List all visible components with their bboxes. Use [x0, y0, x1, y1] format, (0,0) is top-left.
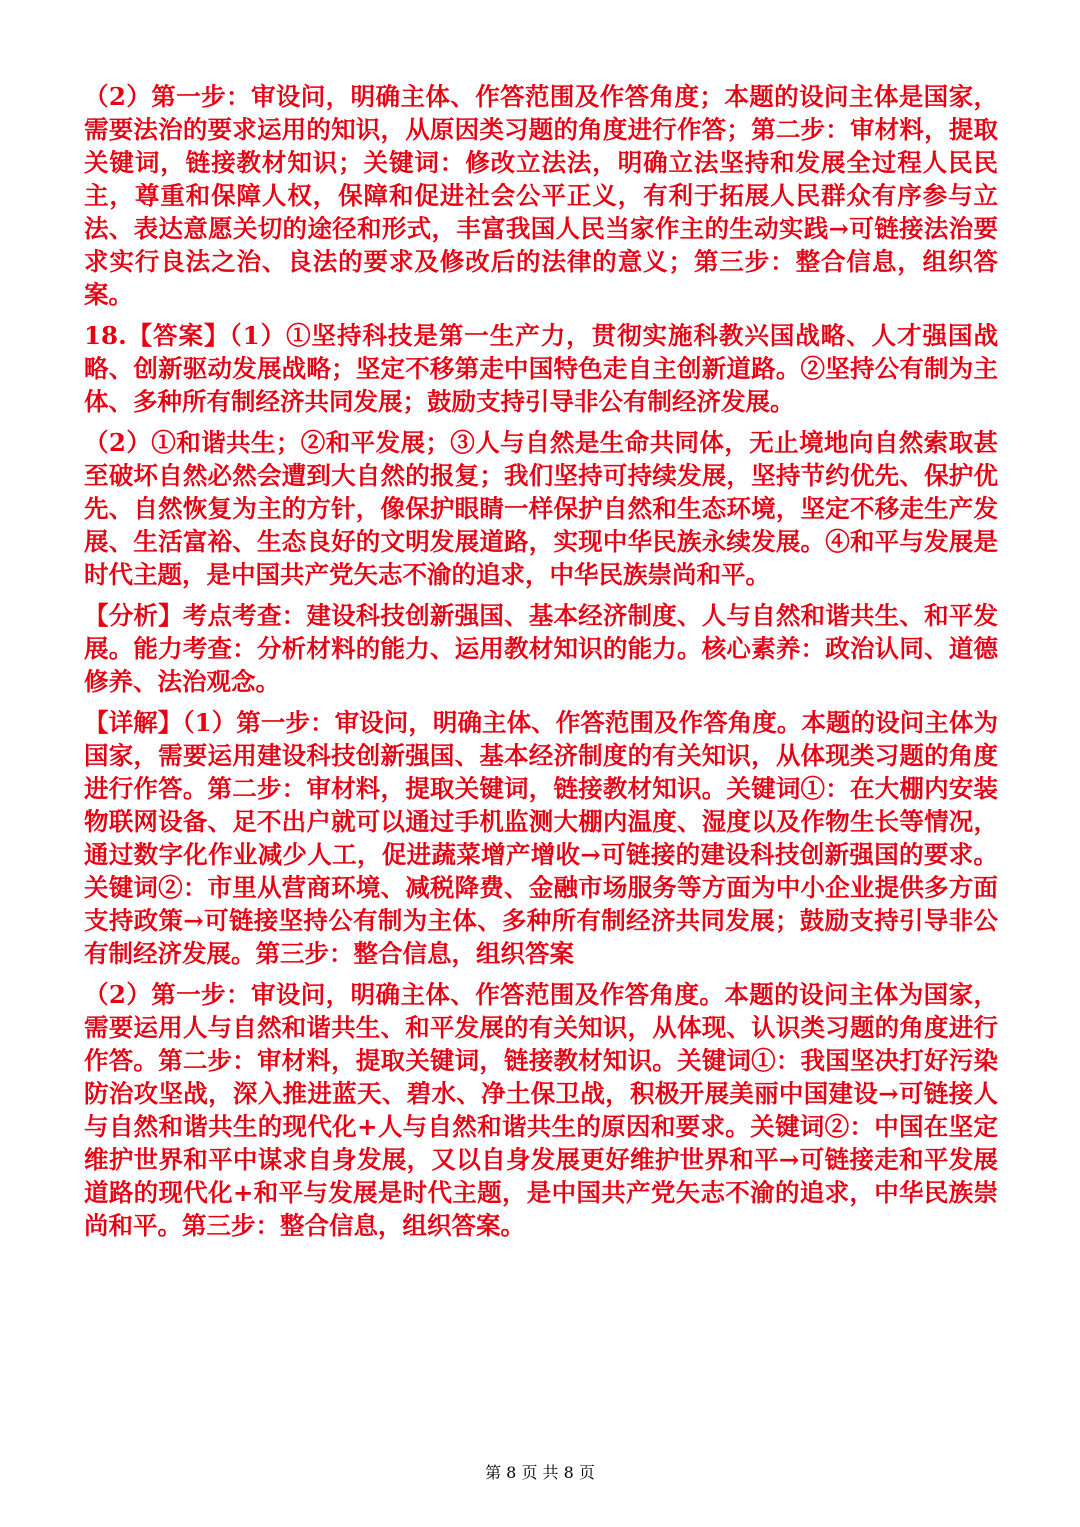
- paragraph-q18-answer-part1: 18.【答案】（1）①坚持科技是第一生产力，贯彻实施科教兴国战略、人才强国战略、创新驱动发展战略；坚定不移第走中国特色走自主创新道路。②坚持公有制为主体、多种所有制经济共同发展；鼓励支持引导非公有制经济发展。: [84, 321, 998, 416]
- page-number-footer: 第 8 页 共 8 页: [485, 1463, 595, 1482]
- document-body: [84, 80, 998, 1250]
- paragraph-q17-part2-explanation: （2）第一步：审设问，明确主体、作答范围及作答角度；本题的设问主体是国家，需要法治的要求运用的知识，从原因类习题的角度进行作答；第二步：审材料，提取关键词，链接教材知识；关键词：修改立法法，明确立法坚持和发展全过程人民民主，尊重和保障人权，保障和促进社会公平正义，有利于拓展人民群众有序参与立法、表达意愿关切的途径和形式，丰富我国人民当家作主的生动实践→可链接法治要求实行良法之治、良法的要求及修改后的法律的意义；第三步：整合信息，组织答案。: [84, 82, 998, 309]
- paragraph-q18-detail-part2: （2）第一步：审设问，明确主体、作答范围及作答角度。本题的设问主体为国家，需要运用人与自然和谐共生、和平发展的有关知识，从体现、认识类习题的角度进行作答。第二步：审材料，提取关键词，链接教材知识。关键词①：我国坚决打好污染防治攻坚战，深入推进蓝天、碧水、净土保卫战，积极开展美丽中国建设→可链接人与自然和谐共生的现代化+人与自然和谐共生的原因和要求。关键词②：中国在坚定维护世界和平中谋求自身发展，又以自身发展更好维护世界和平→可链接走和平发展道路的现代化+和平与发展是时代主题，是中国共产党矢志不渝的追求，中华民族崇尚和平。第三步：整合信息，组织答案。: [84, 980, 998, 1240]
- paragraph-q18-analysis: 【分析】考点考查：建设科技创新强国、基本经济制度、人与自然和谐共生、和平发展。能力考查：分析材料的能力、运用教材知识的能力。核心素养：政治认同、道德修养、法治观念。: [84, 601, 998, 696]
- paragraph-q18-detail-part1: 【详解】（1）第一步：审设问，明确主体、作答范围及作答角度。本题的设问主体为国家，需要运用建设科技创新强国、基本经济制度的有关知识，从体现类习题的角度进行作答。第二步：审材料，提取关键词，链接教材知识。关键词①：在大棚内安装物联网设备、足不出户就可以通过手机监测大棚内温度、湿度以及作物生长等情况，通过数字化作业减少人工，促进蔬菜增产增收→可链接的建设科技创新强国的要求。关键词②：市里从营商环境、减税降费、金融市场服务等方面为中小企业提供多方面支持政策→可链接坚持公有制为主体、多种所有制经济共同发展；鼓励支持引导非公有制经济发展。第三步：整合信息，组织答案: [84, 708, 998, 968]
- paragraph-q18-answer-part2: （2）①和谐共生；②和平发展；③人与自然是生命共同体，无止境地向自然索取甚至破坏自然必然会遭到大自然的报复；我们坚持可持续发展，坚持节约优先、保护优先、自然恢复为主的方针，像保护眼睛一样保护自然和生态环境，坚定不移走生产发展、生活富裕、生态良好的文明发展道路，实现中华民族永续发展。④和平与发展是时代主题，是中国共产党矢志不渝的追求，中华民族崇尚和平。: [84, 428, 998, 589]
